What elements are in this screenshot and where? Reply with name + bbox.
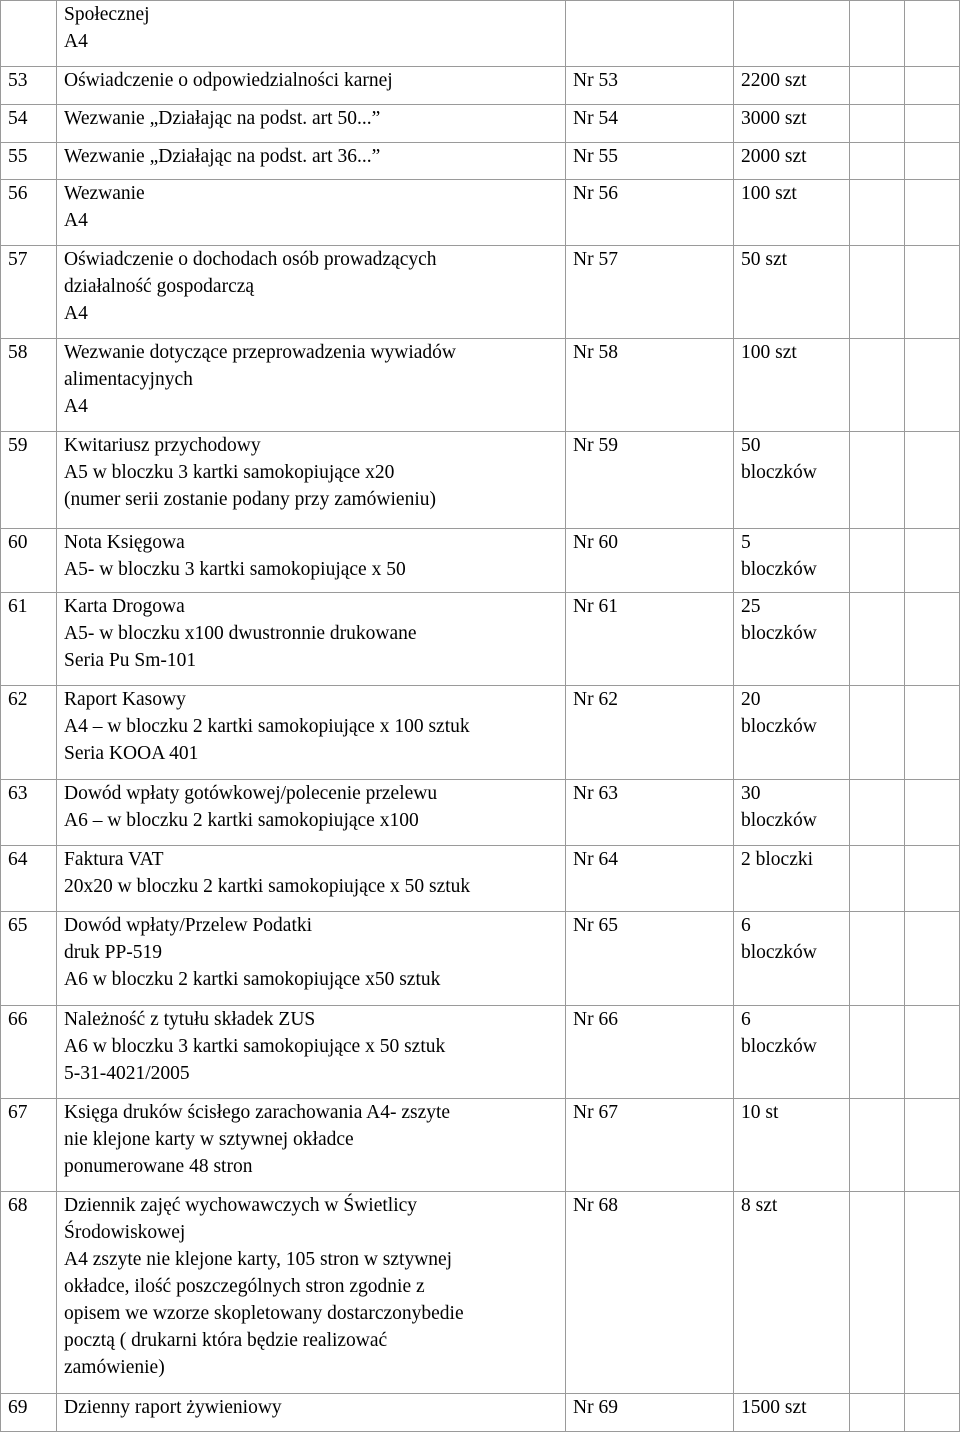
row-number: 62 xyxy=(1,686,57,780)
table-row xyxy=(1,846,960,912)
row-description: Wezwanie A4 xyxy=(57,180,566,246)
empty-cell xyxy=(850,593,905,686)
empty-cell xyxy=(905,912,960,1006)
empty-cell xyxy=(905,846,960,912)
row-number: 68 xyxy=(1,1192,57,1394)
row-number: 69 xyxy=(1,1394,57,1432)
row-form-number: Nr 56 xyxy=(566,180,734,246)
table-row xyxy=(1,180,960,246)
empty-cell xyxy=(850,67,905,105)
row-description: Wezwanie „Działając na podst. art 36...” xyxy=(57,143,566,180)
table-row xyxy=(1,780,960,846)
row-quantity: 100 szt xyxy=(734,180,850,246)
empty-cell xyxy=(905,780,960,846)
empty-cell xyxy=(850,1192,905,1394)
row-form-number: Nr 67 xyxy=(566,1099,734,1192)
empty-cell xyxy=(850,339,905,432)
row-quantity: 5 bloczków xyxy=(734,529,850,593)
row-form-number: Nr 62 xyxy=(566,686,734,780)
row-quantity: 10 st xyxy=(734,1099,850,1192)
row-number: 67 xyxy=(1,1099,57,1192)
row-number: 53 xyxy=(1,67,57,105)
empty-cell xyxy=(850,143,905,180)
row-number: 54 xyxy=(1,105,57,143)
empty-cell xyxy=(905,529,960,593)
row-number: 64 xyxy=(1,846,57,912)
empty-cell xyxy=(850,686,905,780)
row-quantity: 2200 szt xyxy=(734,67,850,105)
empty-cell xyxy=(905,1006,960,1099)
empty-cell xyxy=(850,105,905,143)
empty-cell xyxy=(850,1006,905,1099)
row-description: Oświadczenie o odpowiedzialności karnej xyxy=(57,67,566,105)
empty-cell xyxy=(905,1192,960,1394)
row-quantity: 2 bloczki xyxy=(734,846,850,912)
row-number: 55 xyxy=(1,143,57,180)
row-number xyxy=(1,1,57,67)
empty-cell xyxy=(905,1394,960,1432)
row-form-number: Nr 69 xyxy=(566,1394,734,1432)
empty-cell xyxy=(850,1394,905,1432)
row-description: Karta Drogowa A5- w bloczku x100 dwustronnie drukowane Seria Pu Sm-101 xyxy=(57,593,566,686)
row-quantity: 30 bloczków xyxy=(734,780,850,846)
row-number: 56 xyxy=(1,180,57,246)
empty-cell xyxy=(850,1,905,67)
row-form-number: Nr 61 xyxy=(566,593,734,686)
forms-table-body xyxy=(1,1,960,1432)
table-row xyxy=(1,1192,960,1394)
row-form-number: Nr 68 xyxy=(566,1192,734,1394)
row-quantity: 100 szt xyxy=(734,339,850,432)
empty-cell xyxy=(905,67,960,105)
empty-cell xyxy=(850,1099,905,1192)
table-row xyxy=(1,339,960,432)
row-number: 63 xyxy=(1,780,57,846)
table-row xyxy=(1,105,960,143)
row-description: Nota Księgowa A5- w bloczku 3 kartki samokopiujące x 50 xyxy=(57,529,566,593)
table-row xyxy=(1,143,960,180)
row-quantity: 2000 szt xyxy=(734,143,850,180)
empty-cell xyxy=(850,912,905,1006)
empty-cell xyxy=(905,432,960,529)
row-description: Wezwanie „Działając na podst. art 50...” xyxy=(57,105,566,143)
table-row xyxy=(1,529,960,593)
row-quantity: 6 bloczków xyxy=(734,1006,850,1099)
empty-cell xyxy=(905,143,960,180)
row-quantity: 3000 szt xyxy=(734,105,850,143)
row-description: Księga druków ścisłego zarachowania A4- zszyte nie klejone karty w sztywnej okładce ponumerowane 48 stron xyxy=(57,1099,566,1192)
table-row xyxy=(1,246,960,339)
row-quantity: 20 bloczków xyxy=(734,686,850,780)
row-description: Dziennik zajęć wychowawczych w Świetlicy Środowiskowej A4 zszyte nie klejone karty, 105 stron w sztywnej okładce, ilość poszczególnych stron zgodnie z opisem we wzorze skopletowany dostarczonybedie pocztą ( drukarni która będzie realizować zamówienie) xyxy=(57,1192,566,1394)
empty-cell xyxy=(850,246,905,339)
table-row xyxy=(1,67,960,105)
row-description: Faktura VAT 20x20 w bloczku 2 kartki samokopiujące x 50 sztuk xyxy=(57,846,566,912)
row-description: Dzienny raport żywieniowy xyxy=(57,1394,566,1432)
row-form-number: Nr 66 xyxy=(566,1006,734,1099)
empty-cell xyxy=(850,846,905,912)
row-number: 66 xyxy=(1,1006,57,1099)
row-form-number: Nr 54 xyxy=(566,105,734,143)
row-form-number: Nr 60 xyxy=(566,529,734,593)
empty-cell xyxy=(905,180,960,246)
row-description: Społecznej A4 xyxy=(57,1,566,67)
row-description: Raport Kasowy A4 – w bloczku 2 kartki samokopiujące x 100 sztuk Seria KOOA 401 xyxy=(57,686,566,780)
empty-cell xyxy=(905,1,960,67)
row-description: Dowód wpłaty gotówkowej/polecenie przelewu A6 – w bloczku 2 kartki samokopiujące x100 xyxy=(57,780,566,846)
row-number: 57 xyxy=(1,246,57,339)
row-number: 60 xyxy=(1,529,57,593)
empty-cell xyxy=(850,180,905,246)
row-description: Kwitariusz przychodowy A5 w bloczku 3 kartki samokopiujące x20 (numer serii zostanie podany przy zamówieniu) xyxy=(57,432,566,529)
table-row xyxy=(1,1,960,67)
empty-cell xyxy=(850,529,905,593)
row-form-number: Nr 59 xyxy=(566,432,734,529)
empty-cell xyxy=(905,339,960,432)
table-row xyxy=(1,593,960,686)
empty-cell xyxy=(905,593,960,686)
row-quantity: 50 bloczków xyxy=(734,432,850,529)
row-form-number: Nr 58 xyxy=(566,339,734,432)
empty-cell xyxy=(850,432,905,529)
row-form-number: Nr 64 xyxy=(566,846,734,912)
empty-cell xyxy=(905,105,960,143)
row-quantity: 50 szt xyxy=(734,246,850,339)
row-number: 61 xyxy=(1,593,57,686)
row-form-number: Nr 55 xyxy=(566,143,734,180)
table-row xyxy=(1,686,960,780)
row-form-number: Nr 63 xyxy=(566,780,734,846)
row-quantity: 8 szt xyxy=(734,1192,850,1394)
row-description: Oświadczenie o dochodach osób prowadzących działalność gospodarczą A4 xyxy=(57,246,566,339)
row-description: Dowód wpłaty/Przelew Podatki druk PP-519 A6 w bloczku 2 kartki samokopiujące x50 sztuk xyxy=(57,912,566,1006)
table-row xyxy=(1,432,960,529)
row-number: 59 xyxy=(1,432,57,529)
row-quantity: 25 bloczków xyxy=(734,593,850,686)
row-form-number: Nr 53 xyxy=(566,67,734,105)
row-description: Należność z tytułu składek ZUS A6 w bloczku 3 kartki samokopiujące x 50 sztuk 5-31-4021/2005 xyxy=(57,1006,566,1099)
row-number: 58 xyxy=(1,339,57,432)
table-row xyxy=(1,1394,960,1432)
empty-cell xyxy=(905,1099,960,1192)
row-quantity: 6 bloczków xyxy=(734,912,850,1006)
table-row xyxy=(1,1099,960,1192)
row-quantity: 1500 szt xyxy=(734,1394,850,1432)
empty-cell xyxy=(905,686,960,780)
row-form-number xyxy=(566,1,734,67)
row-form-number: Nr 57 xyxy=(566,246,734,339)
row-form-number: Nr 65 xyxy=(566,912,734,1006)
row-quantity xyxy=(734,1,850,67)
table-row xyxy=(1,1006,960,1099)
table-row xyxy=(1,912,960,1006)
row-number: 65 xyxy=(1,912,57,1006)
row-description: Wezwanie dotyczące przeprowadzenia wywiadów alimentacyjnych A4 xyxy=(57,339,566,432)
empty-cell xyxy=(850,780,905,846)
empty-cell xyxy=(905,246,960,339)
